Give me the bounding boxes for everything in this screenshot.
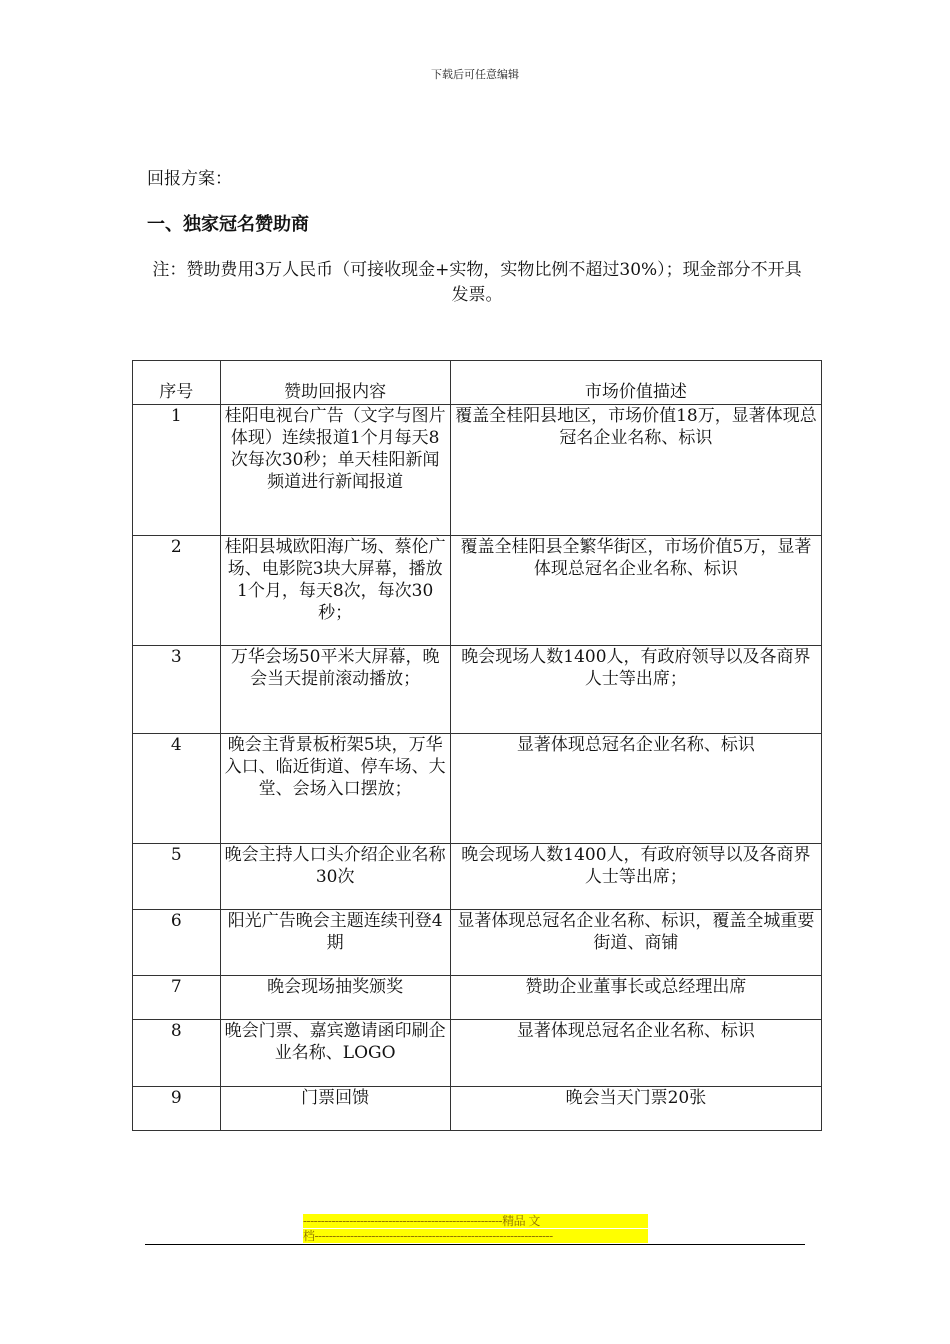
row-no: 6 bbox=[133, 910, 221, 976]
table-header-row bbox=[133, 361, 822, 405]
sponsor-note: 注：赞助费用3万人民币（可接收现金+实物，实物比例不超过30%）；现金部分不开具发票。 bbox=[152, 260, 802, 305]
table-row bbox=[133, 405, 822, 536]
row-content: 门票回馈 bbox=[220, 1087, 450, 1131]
row-value: 显著体现总冠名企业名称、标识 bbox=[450, 734, 821, 844]
row-value: 覆盖全桂阳县地区，市场价值18万，显著体现总冠名企业名称、标识 bbox=[450, 405, 821, 536]
table-row bbox=[133, 844, 822, 910]
row-no: 7 bbox=[133, 976, 221, 1020]
row-value: 显著体现总冠名企业名称、标识，覆盖全城重要街道、商铺 bbox=[450, 910, 821, 976]
page-header: 下载后可任意编辑 bbox=[431, 68, 519, 81]
table-row bbox=[133, 734, 822, 844]
table-row bbox=[133, 646, 822, 734]
row-no: 9 bbox=[133, 1087, 221, 1131]
row-value: 晚会当天门票20张 bbox=[450, 1087, 821, 1131]
row-content: 晚会主背景板桁架5块，万华入口、临近街道、停车场、大堂、会场入口摆放； bbox=[220, 734, 450, 844]
row-value: 赞助企业董事长或总经理出席 bbox=[450, 976, 821, 1020]
row-no: 8 bbox=[133, 1020, 221, 1087]
footer-line-2: 档------------------------------------------------------------------- bbox=[303, 1229, 648, 1243]
row-no: 1 bbox=[133, 405, 221, 536]
row-no: 4 bbox=[133, 734, 221, 844]
row-content: 桂阳县城欧阳海广场、蔡伦广场、电影院3块大屏幕，播放1个月，每天8次，每次30秒； bbox=[220, 536, 450, 646]
section-title: 一、独家冠名赞助商 bbox=[147, 214, 309, 235]
row-no: 3 bbox=[133, 646, 221, 734]
row-content: 万华会场50平米大屏幕，晚会当天提前滚动播放； bbox=[220, 646, 450, 734]
row-value: 覆盖全桂阳县全繁华街区，市场价值5万，显著体现总冠名企业名称、标识 bbox=[450, 536, 821, 646]
row-content: 晚会主持人口头介绍企业名称30次 bbox=[220, 844, 450, 910]
table-row bbox=[133, 1020, 822, 1087]
row-content: 晚会现场抽奖颁奖 bbox=[220, 976, 450, 1020]
table-row bbox=[133, 536, 822, 646]
row-value: 显著体现总冠名企业名称、标识 bbox=[450, 1020, 821, 1087]
header-content: 赞助回报内容 bbox=[220, 361, 450, 405]
row-content: 晚会门票、嘉宾邀请函印刷企业名称、LOGO bbox=[220, 1020, 450, 1087]
row-value: 晚会现场人数1400人，有政府领导以及各商界人士等出席； bbox=[450, 844, 821, 910]
row-content: 桂阳电视台广告（文字与图片体现）连续报道1个月每天8次每次30秒；单天桂阳新闻频道进行新闻报道 bbox=[220, 405, 450, 536]
row-no: 5 bbox=[133, 844, 221, 910]
table-row bbox=[133, 976, 822, 1020]
intro-text: 回报方案： bbox=[147, 169, 232, 189]
header-no: 序号 bbox=[133, 361, 221, 405]
row-value: 晚会现场人数1400人，有政府领导以及各商界人士等出席； bbox=[450, 646, 821, 734]
sponsor-table bbox=[132, 360, 822, 1131]
table-row bbox=[133, 910, 822, 976]
header-value: 市场价值描述 bbox=[450, 361, 821, 405]
footer-divider bbox=[145, 1244, 805, 1245]
footer-line-1: --------------------------------------------------------精品 文 bbox=[303, 1214, 648, 1228]
table-row bbox=[133, 1087, 822, 1131]
row-no: 2 bbox=[133, 536, 221, 646]
row-content: 阳光广告晚会主题连续刊登4期 bbox=[220, 910, 450, 976]
